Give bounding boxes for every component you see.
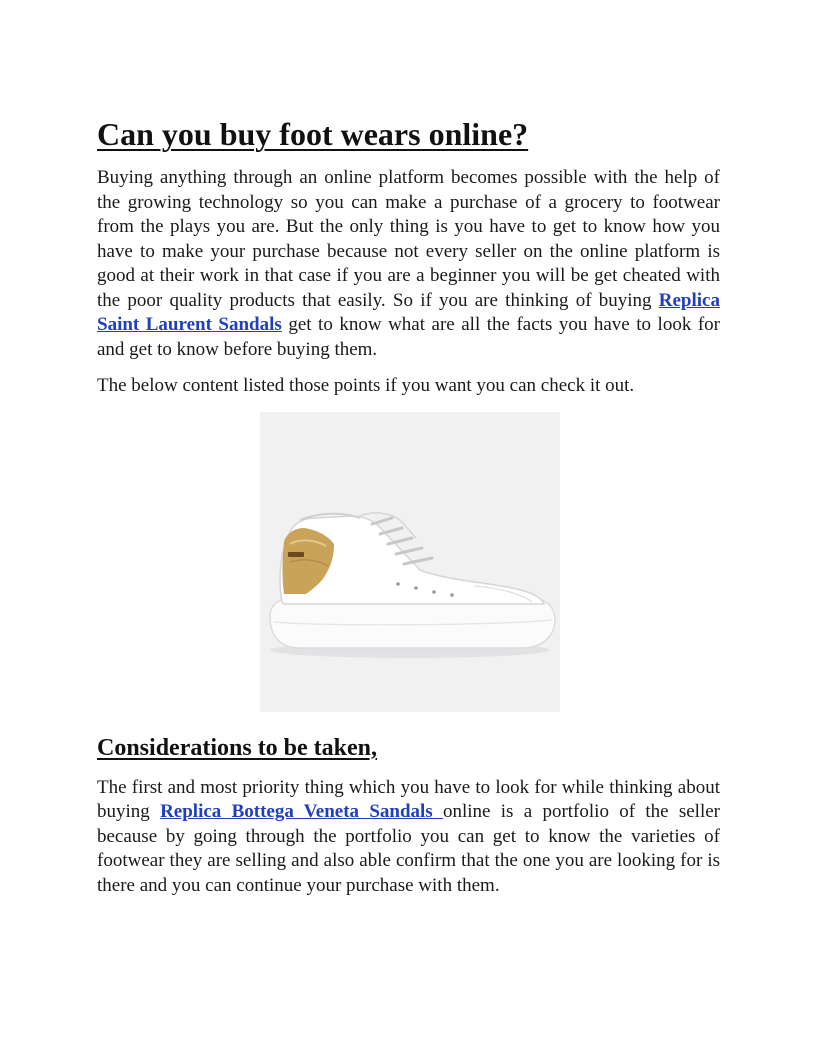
intro-text-after: get to know what are all the facts you have to look for and get to know before buying them. bbox=[97, 314, 720, 360]
section-heading: Considerations to be taken, bbox=[97, 734, 378, 761]
replica-bottega-veneta-sandals-link[interactable]: Replica Bottega Veneta Sandals bbox=[160, 801, 443, 822]
intro-text-before: Buying anything through an online platform becomes possible with the help of the growing technology so you can make a purchase of a grocery to footwear from the plays you are. But the only thing is you have to get to know how you have to make your purchase because not every seller on the online platform is good at their work in that case if you are a beginner you will be get cheated with the poor quality products that easily. So if you are thinking of buying bbox=[97, 167, 720, 311]
note-paragraph: The below content listed those points if you want you can check it out. bbox=[97, 375, 635, 396]
page-title: Can you buy foot wears online? bbox=[97, 116, 529, 152]
considerations-text-before: The first and most priority thing which you have to look for while thinking about buying bbox=[97, 776, 720, 822]
sneaker-image bbox=[260, 412, 560, 712]
intro-paragraph bbox=[97, 166, 720, 362]
replica-saint-laurent-sandals-link[interactable]: Replica Saint Laurent Sandals bbox=[97, 289, 720, 335]
document-page bbox=[97, 112, 720, 898]
considerations-text-after: online is a portfolio of the seller because by going through the portfolio you can get to know the varieties of footwear they are selling and also able confirm that the one you are looking for is there and you can continue your purchase with them. bbox=[97, 801, 720, 896]
considerations-paragraph bbox=[97, 776, 720, 899]
